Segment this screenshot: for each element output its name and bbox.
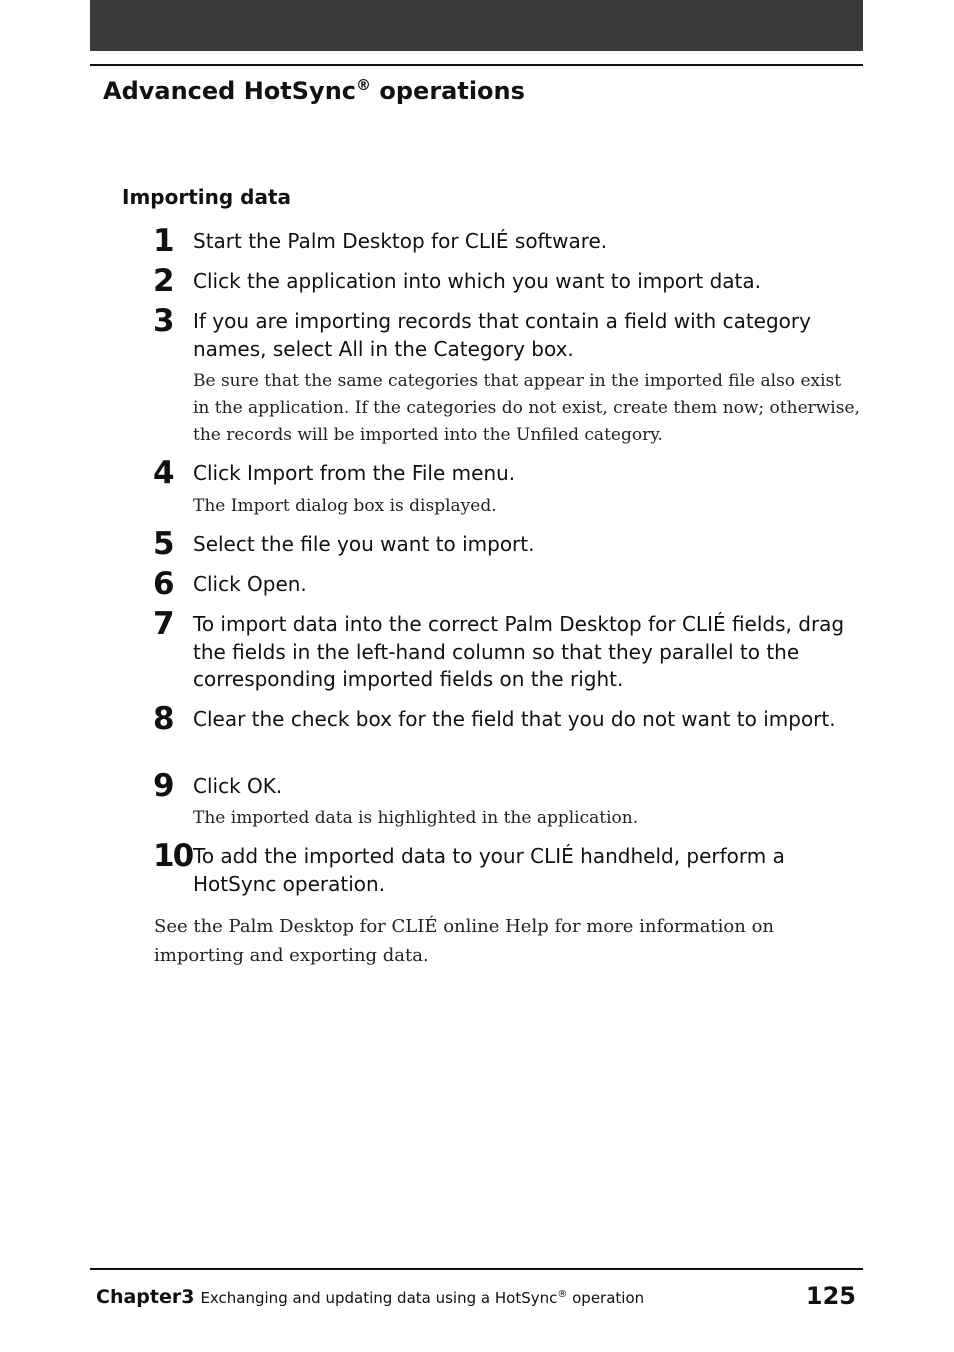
chapter-label: Chapter3 bbox=[96, 1286, 195, 1308]
step-9-note: The imported data is highlighted in the application. bbox=[193, 808, 639, 828]
step-number: 9 bbox=[153, 768, 175, 804]
subheading-importing-data: Importing data bbox=[122, 185, 292, 209]
step-3-note: Be sure that the same categories that appear in the imported file also exist in the application. If the categories do not exist, create them now; otherwise, the records will be imported into the Unfiled category. bbox=[193, 371, 860, 445]
step-number: 4 bbox=[153, 455, 175, 491]
step-number: 1 bbox=[153, 223, 175, 259]
step-text: Select the file you want to import. bbox=[193, 532, 535, 556]
step-text: Click Open. bbox=[193, 572, 307, 596]
step-text: To add the imported data to your CLIÉ handheld, perform a HotSync operation. bbox=[193, 844, 785, 896]
step-number: 10 bbox=[153, 838, 193, 874]
step-text: If you are importing records that contain a field with category names, select All in the Category box. bbox=[193, 309, 811, 361]
step-text: Click OK. bbox=[193, 774, 283, 798]
step-text: Clear the check box for the field that you do not want to import. bbox=[193, 707, 836, 731]
step-text: Start the Palm Desktop for CLIÉ software. bbox=[193, 229, 608, 253]
step-text: To import data into the correct Palm Desktop for CLIÉ fields, drag the fields in the left-hand column so that they parallel to the corresponding imported fields on the right. bbox=[193, 612, 845, 691]
step-number: 8 bbox=[153, 701, 175, 737]
step-number: 6 bbox=[153, 566, 175, 602]
page-number: 125 bbox=[805, 1282, 856, 1310]
step-number: 7 bbox=[153, 606, 175, 642]
step-number: 3 bbox=[153, 303, 175, 339]
chapter-title: Exchanging and updating data using a HotSync® operation bbox=[200, 1289, 645, 1307]
closing-paragraph: See the Palm Desktop for CLIÉ online Help for more information on importing and exporting data. bbox=[154, 916, 774, 966]
section-title: Advanced HotSync® operations bbox=[103, 76, 525, 105]
step-4-note: The Import dialog box is displayed. bbox=[193, 496, 497, 516]
step-text: Click the application into which you want to import data. bbox=[193, 269, 761, 293]
footer-rule bbox=[90, 1268, 863, 1270]
step-number: 5 bbox=[153, 526, 175, 562]
header-bar bbox=[90, 0, 863, 51]
step-text: Click Import from the File menu. bbox=[193, 461, 516, 485]
step-number: 2 bbox=[153, 263, 175, 299]
footer bbox=[96, 1286, 644, 1308]
header-rule bbox=[90, 64, 863, 66]
